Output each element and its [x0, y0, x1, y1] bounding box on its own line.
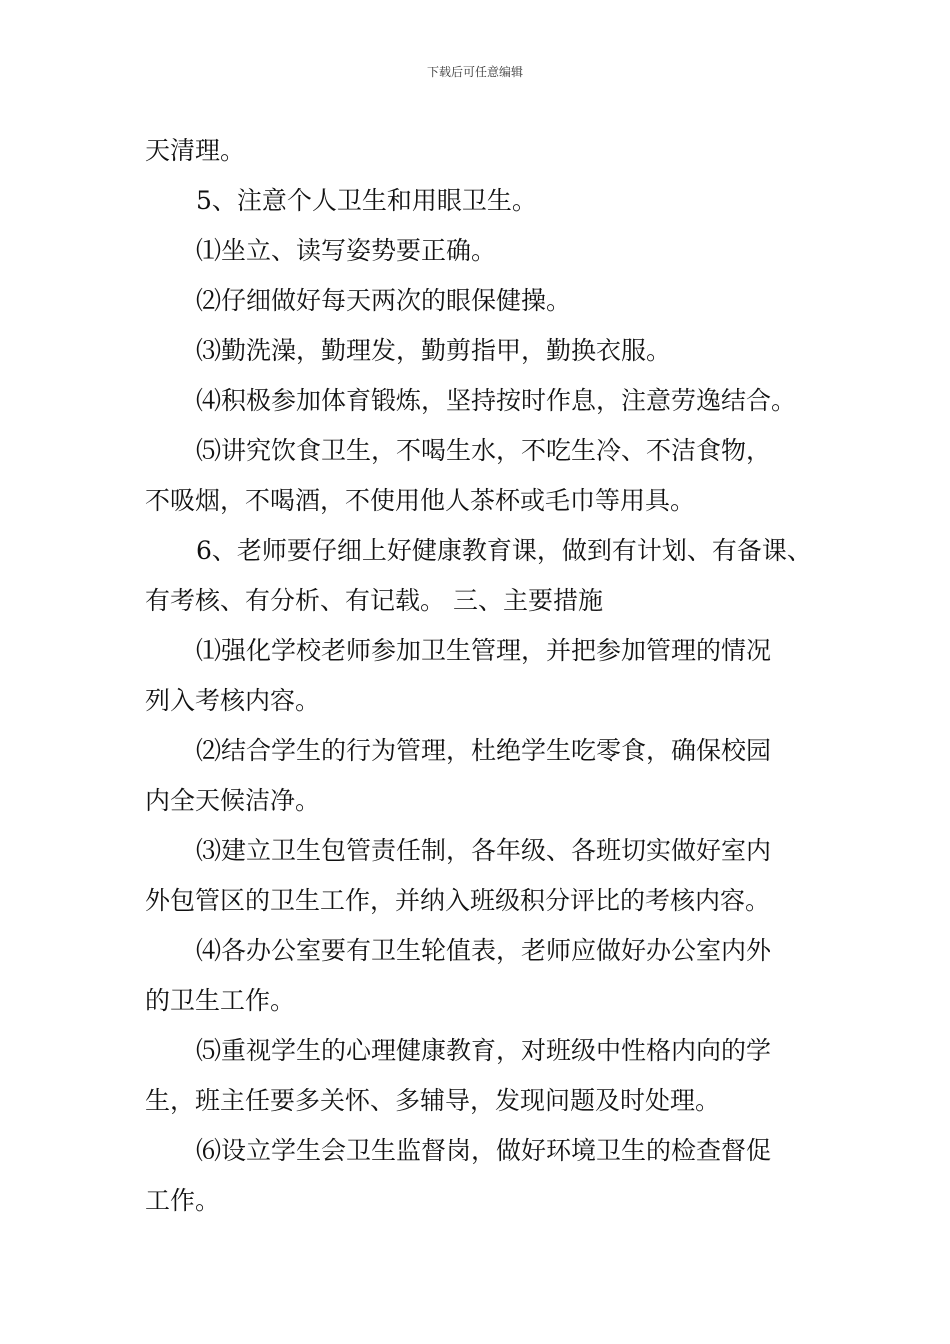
text-line: 5、注意个人卫生和用眼卫生。: [196, 186, 537, 215]
text-line: ⑴坐立、读写姿势要正确。: [196, 236, 497, 265]
page-header: 下载后可任意编辑: [426, 65, 523, 79]
text-line: 有考核、有分析、有记载。 三、主要措施: [145, 586, 603, 615]
text-line: ⑵仔细做好每天两次的眼保健操。: [196, 286, 572, 315]
text-line: 列入考核内容。: [145, 686, 321, 715]
text-line: ⑸重视学生的心理健康教育，对班级中性格内向的学: [196, 1036, 772, 1065]
text-line: 的卫生工作。: [145, 986, 296, 1015]
text-line: ⑷积极参加体育锻炼，坚持按时作息，注意劳逸结合。: [196, 386, 797, 415]
text-line: 内全天候洁净。: [145, 786, 321, 815]
text-line: 不吸烟，不喝酒，不使用他人茶杯或毛巾等用具。: [145, 486, 696, 515]
text-line: ⑸讲究饮食卫生，不喝生水，不吃生冷、不洁食物，: [196, 436, 772, 465]
text-line: 天清理。: [145, 136, 246, 165]
text-line: ⑹设立学生会卫生监督岗，做好环境卫生的检查督促: [196, 1136, 772, 1165]
text-line: 外包管区的卫生工作，并纳入班级积分评比的考核内容。: [145, 886, 771, 915]
text-line: ⑶建立卫生包管责任制，各年级、各班切实做好室内: [196, 836, 772, 865]
text-line: ⑵结合学生的行为管理，杜绝学生吃零食，确保校园: [196, 736, 772, 765]
text-line: ⑷各办公室要有卫生轮值表，老师应做好办公室内外: [196, 936, 772, 965]
text-line: ⑴强化学校老师参加卫生管理，并把参加管理的情况: [196, 636, 772, 665]
text-line: 6、老师要仔细上好健康教育课，做到有计划、有备课、: [196, 536, 812, 565]
text-line: 生，班主任要多关怀、多辅导，发现问题及时处理。: [145, 1086, 721, 1115]
text-line: 工作。: [145, 1186, 221, 1215]
text-line: ⑶勤洗澡，勤理发，勤剪指甲，勤换衣服。: [196, 336, 672, 365]
